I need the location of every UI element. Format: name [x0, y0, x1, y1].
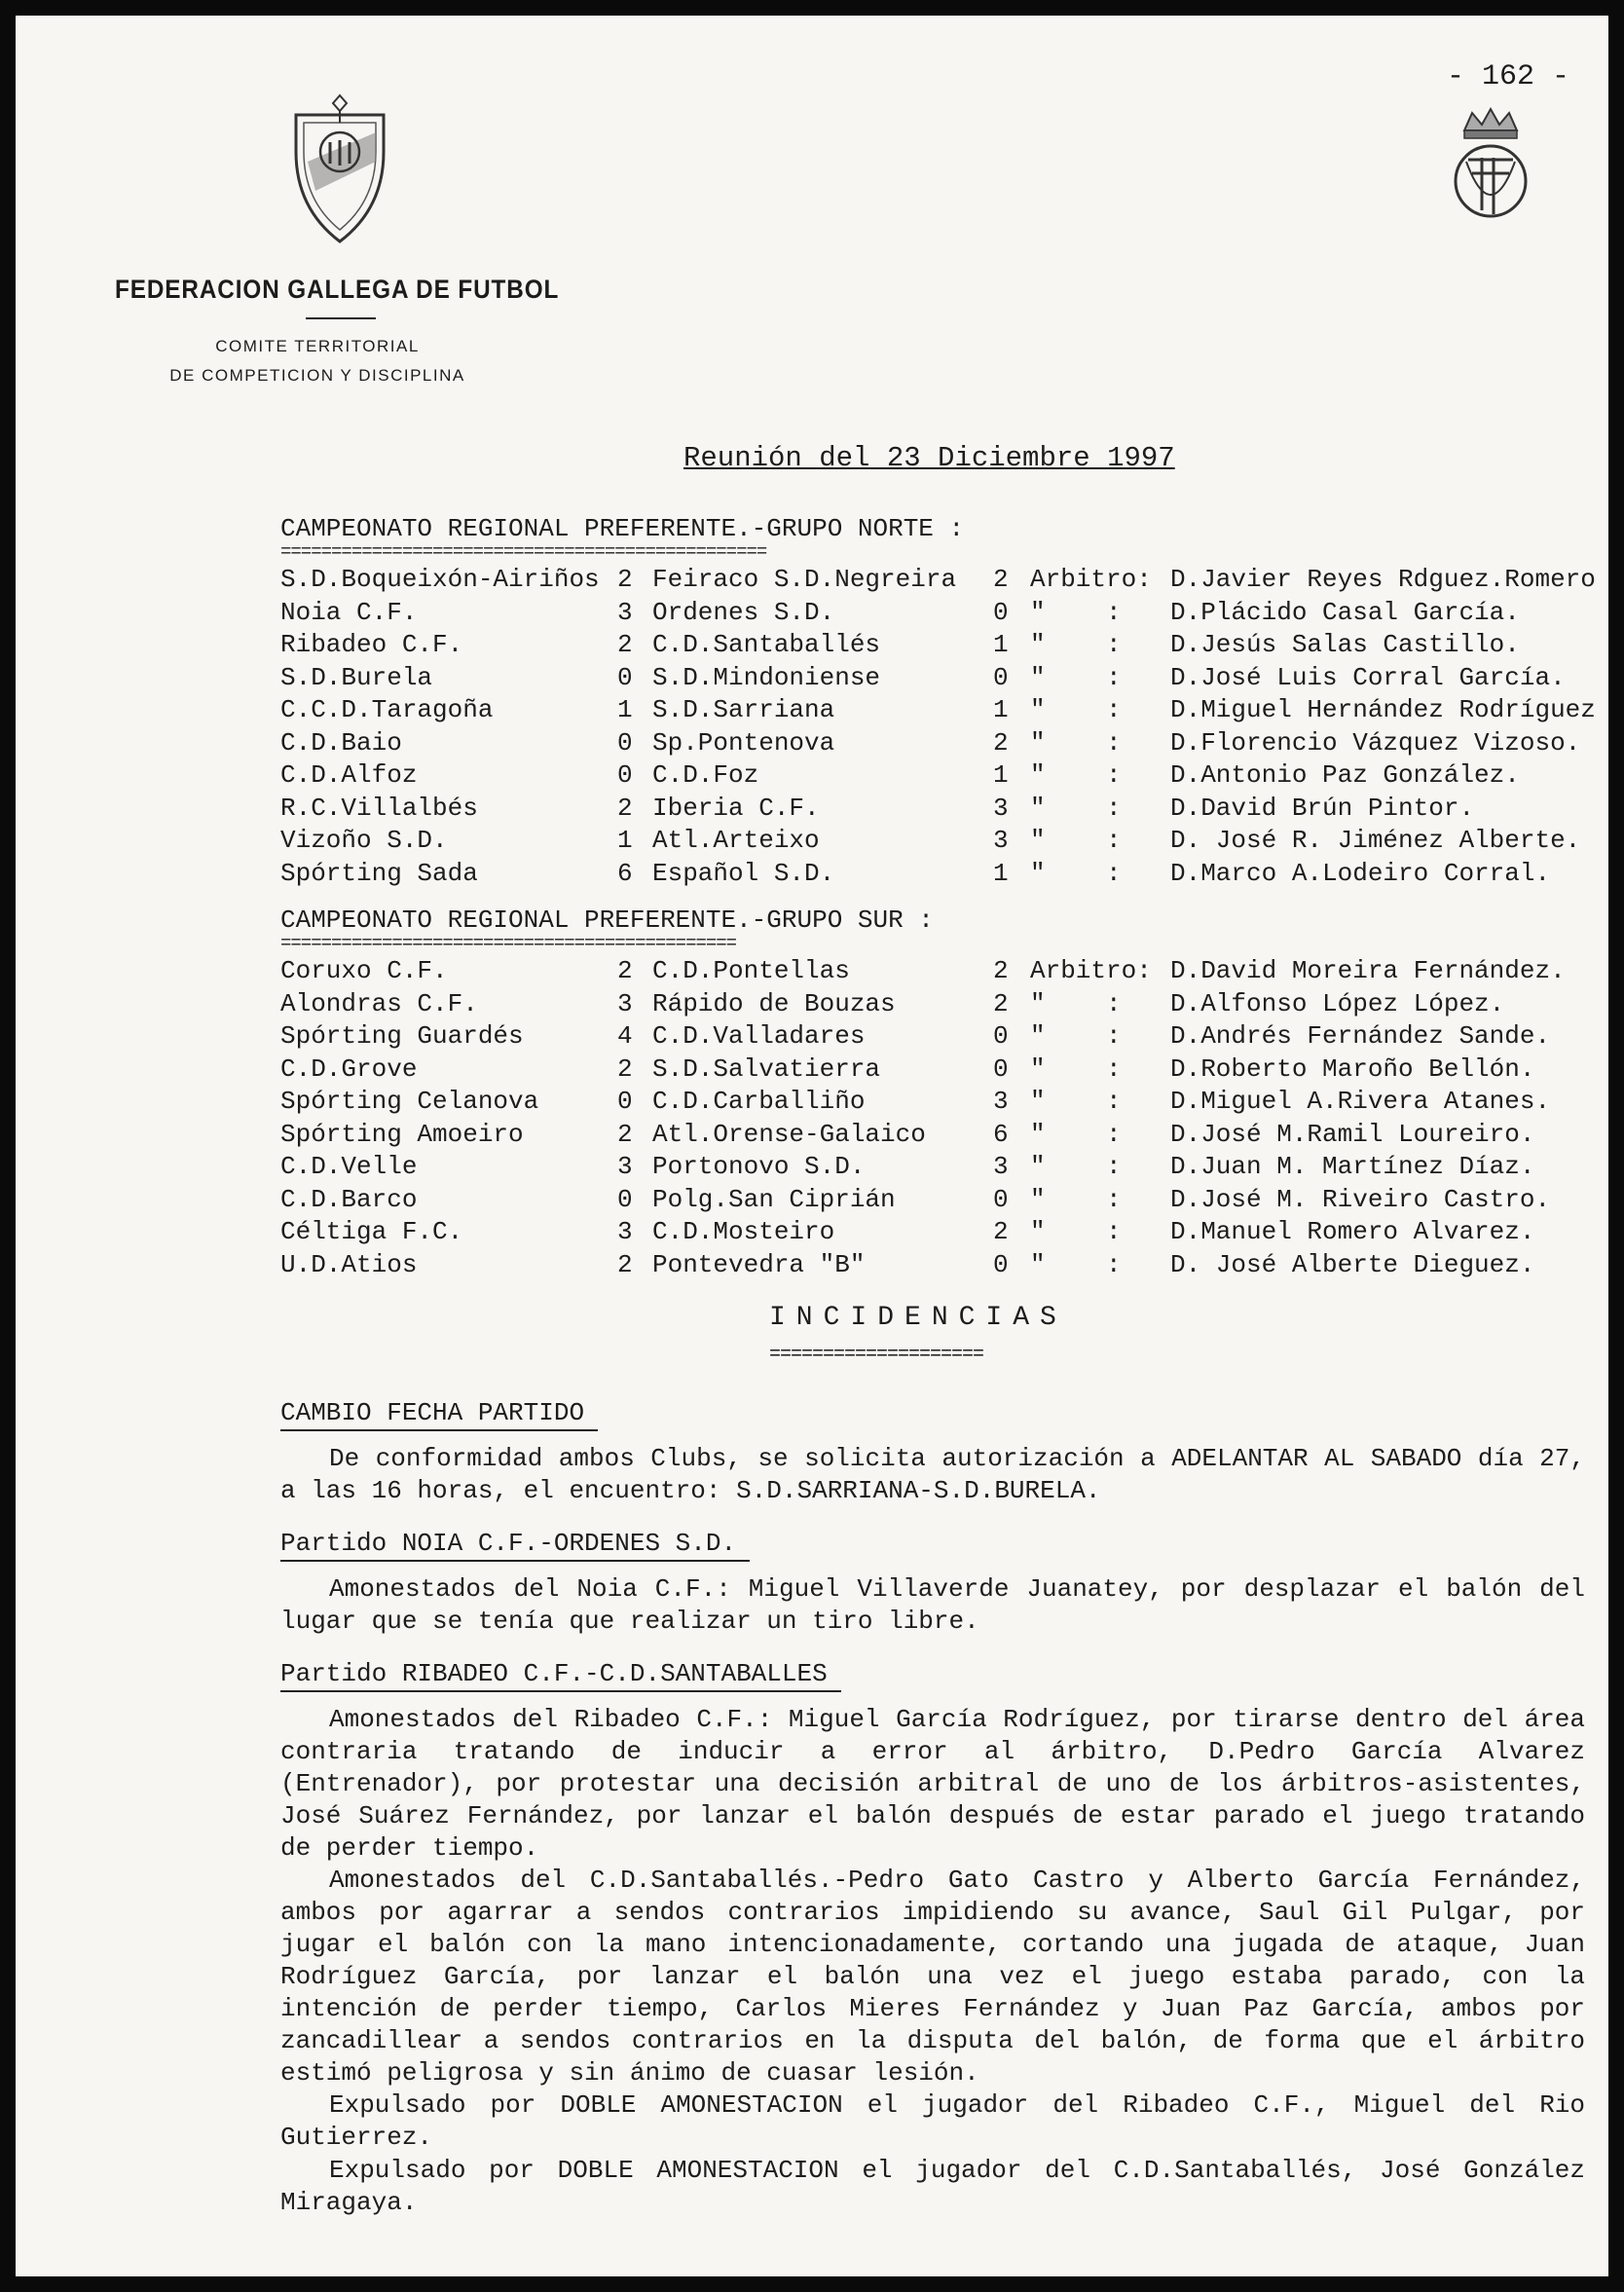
home-score: 4: [617, 1021, 633, 1051]
referee-name: D. José R. Jiménez Alberte.: [1170, 826, 1581, 855]
away-score: 1: [993, 760, 1009, 790]
home-score: 0: [617, 727, 633, 758]
away-score: 2: [993, 988, 1009, 1018]
home-score: 0: [617, 760, 633, 790]
away-score: 0: [993, 1054, 1009, 1084]
incidencias-title: INCIDENCIAS: [769, 1303, 1067, 1333]
referee-label: " :: [1030, 630, 1122, 659]
referee-name: D.José M. Riveiro Castro.: [1170, 1184, 1551, 1214]
home-team: Céltiga F.C.: [280, 1217, 463, 1246]
referee-name: D.Florencio Vázquez Vizoso.: [1170, 727, 1581, 758]
away-team: Español S.D.: [652, 858, 835, 888]
away-score: 1: [993, 695, 1009, 724]
away-score: 2: [993, 956, 1009, 985]
away-score: 2: [993, 565, 1009, 594]
match-row: [16, 1021, 1608, 1054]
referee-name: D.David Brún Pintor.: [1170, 793, 1475, 823]
referee-label: " :: [1030, 793, 1122, 823]
rfef-crown-emblem: [1447, 101, 1534, 228]
away-team: Iberia C.F.: [652, 793, 820, 823]
referee-name: D.Miguel Hernández Rodríguez: [1170, 695, 1596, 724]
away-team: Polg.San Ciprián: [652, 1184, 896, 1214]
home-score: 0: [617, 1184, 633, 1214]
home-team: Spórting Amoeiro: [280, 1119, 524, 1149]
home-score: 3: [617, 1217, 633, 1246]
match-row: [16, 1054, 1608, 1087]
referee-name: D. José Alberte Dieguez.: [1170, 1249, 1535, 1279]
noia-text: Amonestados del Noia C.F.: Miguel Villaverde Juanatey, por desplazar el balón del lugar que se tenía que realizar un tiro libre.: [280, 1574, 1585, 1636]
match-row: [16, 663, 1608, 695]
home-team: Spórting Guardés: [280, 1021, 524, 1051]
home-team: C.D.Grove: [280, 1054, 418, 1084]
group-norte-underline: ================================================: [280, 541, 767, 563]
home-team: Spórting Sada: [280, 858, 478, 888]
match-row: [16, 956, 1608, 988]
match-row: [16, 565, 1608, 597]
home-score: 3: [617, 988, 633, 1018]
away-team: C.D.Pontellas: [652, 956, 850, 985]
away-team: C.D.Santaballés: [652, 630, 881, 659]
referee-label: " :: [1030, 1054, 1122, 1084]
cambio-text: De conformidad ambos Clubs, se solicita autorización a ADELANTAR AL SABADO día 27, a las 16 horas, el encuentro: S.D.SARRIANA-S.D.BURELA.: [280, 1444, 1585, 1505]
away-score: 0: [993, 1184, 1009, 1214]
meeting-date: Reunión del 23 Diciembre 1997: [683, 442, 1175, 474]
match-row: [16, 1217, 1608, 1249]
match-row: [16, 826, 1608, 858]
away-team: Atl.Arteixo: [652, 826, 820, 855]
referee-label: " :: [1030, 1152, 1122, 1181]
match-row: [16, 794, 1608, 826]
committee-line-1: COMITE TERRITORIAL: [215, 337, 420, 355]
home-team: Vizoño S.D.: [280, 826, 448, 855]
home-team: Coruxo C.F.: [280, 956, 448, 985]
federation-shield-logo: [286, 93, 393, 249]
referee-label: " :: [1030, 1021, 1122, 1051]
away-team: C.D.Valladares: [652, 1021, 866, 1051]
home-team: Alondras C.F.: [280, 988, 478, 1018]
referee-label: Arbitro:: [1030, 956, 1152, 985]
away-score: 6: [993, 1119, 1009, 1149]
away-team: Atl.Orense-Galaico: [652, 1119, 926, 1149]
away-score: 3: [993, 1087, 1009, 1116]
away-score: 3: [993, 826, 1009, 855]
away-team: Portonovo S.D.: [652, 1152, 866, 1181]
referee-name: D.José M.Ramil Loureiro.: [1170, 1119, 1535, 1149]
referee-label: " :: [1030, 1249, 1122, 1279]
match-row: [16, 1185, 1608, 1217]
away-score: 0: [993, 597, 1009, 627]
match-row: [16, 859, 1608, 891]
cambio-heading: CAMBIO FECHA PARTIDO: [280, 1398, 598, 1431]
away-team: Pontevedra "B": [652, 1249, 866, 1279]
home-score: 2: [617, 793, 633, 823]
referee-label: " :: [1030, 597, 1122, 627]
referee-name: D.Manuel Romero Alvarez.: [1170, 1217, 1535, 1246]
home-team: C.D.Baio: [280, 727, 402, 758]
referee-name: D.Roberto Maroño Bellón.: [1170, 1054, 1535, 1084]
committee-line-2: DE COMPETICION Y DISCIPLINA: [169, 366, 465, 385]
away-team: Rápido de Bouzas: [652, 988, 896, 1018]
home-team: C.D.Velle: [280, 1152, 418, 1181]
referee-label: " :: [1030, 1119, 1122, 1149]
ribadeo-paragraph-3: Expulsado por DOBLE AMONESTACION el jugador del Ribadeo C.F., Miguel del Rio Gutierrez.: [280, 2090, 1585, 2152]
away-score: 2: [993, 1217, 1009, 1246]
home-score: 3: [617, 1152, 633, 1181]
referee-name: D.Javier Reyes Rdguez.Romero: [1170, 565, 1596, 594]
referee-label: " :: [1030, 826, 1122, 855]
home-score: 2: [617, 630, 633, 659]
federation-name: FEDERACION GALLEGA DE FUTBOL: [115, 275, 560, 304]
referee-label: Arbitro:: [1030, 565, 1152, 594]
match-row: [16, 1087, 1608, 1119]
match-row: [16, 630, 1608, 662]
group-sur-underline: =============================================: [280, 933, 737, 954]
document-page: [16, 16, 1608, 2276]
away-score: 1: [993, 858, 1009, 888]
home-team: Spórting Celanova: [280, 1087, 539, 1116]
referee-name: D.Andrés Fernández Sande.: [1170, 1021, 1551, 1051]
home-team: Ribadeo C.F.: [280, 630, 463, 659]
home-team: U.D.Atios: [280, 1249, 418, 1279]
away-score: 3: [993, 1152, 1009, 1181]
home-score: 2: [617, 1249, 633, 1279]
group-norte-title: CAMPEONATO REGIONAL PREFERENTE.-GRUPO NORTE :: [280, 514, 965, 543]
home-score: 2: [617, 1119, 633, 1149]
away-score: 0: [993, 1249, 1009, 1279]
match-row: [16, 1250, 1608, 1282]
referee-label: " :: [1030, 662, 1122, 692]
away-team: C.D.Foz: [652, 760, 759, 790]
home-team: S.D.Burela: [280, 662, 433, 692]
group-sur-title: CAMPEONATO REGIONAL PREFERENTE.-GRUPO SUR :: [280, 906, 934, 935]
header-rule: [306, 317, 376, 319]
home-team: R.C.Villalbés: [280, 793, 478, 823]
away-score: 3: [993, 793, 1009, 823]
referee-name: D.Plácido Casal García.: [1170, 597, 1520, 627]
referee-name: D.José Luis Corral García.: [1170, 662, 1566, 692]
referee-name: D.Miguel A.Rivera Atanes.: [1170, 1087, 1551, 1116]
ribadeo-heading: Partido RIBADEO C.F.-C.D.SANTABALLES: [280, 1659, 841, 1692]
referee-name: D.Marco A.Lodeiro Corral.: [1170, 858, 1551, 888]
referee-label: " :: [1030, 858, 1122, 888]
home-score: 1: [617, 826, 633, 855]
referee-label: " :: [1030, 1087, 1122, 1116]
home-score: 3: [617, 597, 633, 627]
ribadeo-paragraph-2: Amonestados del C.D.Santaballés.-Pedro Gato Castro y Alberto García Fernández, ambos por agarrar a sendos contrarios impidiendo su avance, Saul Gil Pulgar, por jugar el balón con la mano intencionadamente, cortando una jugada de ataque, Juan Rodríguez García, por lanzar el balón una vez el juego estaba parado, con la intención de perder tiempo, Carlos Mieres Fernández y Juan Paz García, ambos por zancadillear a sendos contrarios en la disputa del balón, de forma que el árbitro estimó peligrosa y sin ánimo de cuasar lesión.: [280, 1866, 1585, 2088]
home-team: C.D.Alfoz: [280, 760, 418, 790]
home-score: 1: [617, 695, 633, 724]
ribadeo-paragraph-1: Amonestados del Ribadeo C.F.: Miguel García Rodríguez, por tirarse dentro del área contraria tratando de inducir a error al árbitro, D.Pedro García Alvarez (Entrenador), por protestar una decisión arbitral de uno de los árbitros-asistentes, José Suárez Fernández, por lanzar el balón después de estar parado el juego tratando de perder tiempo.: [280, 1705, 1585, 1863]
referee-label: " :: [1030, 1217, 1122, 1246]
referee-label: " :: [1030, 988, 1122, 1018]
away-team: C.D.Carballiño: [652, 1087, 866, 1116]
home-team: C.D.Barco: [280, 1184, 418, 1214]
match-row: [16, 1120, 1608, 1152]
home-score: 0: [617, 1087, 633, 1116]
referee-label: " :: [1030, 695, 1122, 724]
match-row: [16, 1152, 1608, 1184]
away-team: S.D.Salvatierra: [652, 1054, 881, 1084]
referee-name: D.David Moreira Fernández.: [1170, 956, 1566, 985]
home-score: 2: [617, 565, 633, 594]
match-row: [16, 728, 1608, 760]
away-score: 1: [993, 630, 1009, 659]
referee-label: " :: [1030, 727, 1122, 758]
referee-label: " :: [1030, 1184, 1122, 1214]
home-score: 2: [617, 956, 633, 985]
match-row: [16, 989, 1608, 1021]
away-score: 2: [993, 727, 1009, 758]
away-team: C.D.Mosteiro: [652, 1217, 835, 1246]
home-score: 2: [617, 1054, 633, 1084]
referee-label: " :: [1030, 760, 1122, 790]
match-row: [16, 760, 1608, 793]
away-team: S.D.Mindoniense: [652, 662, 881, 692]
ribadeo-paragraph-4: Expulsado por DOBLE AMONESTACION el jugador del C.D.Santaballés, José González Miragaya.: [280, 2156, 1585, 2217]
referee-name: D.Alfonso López López.: [1170, 988, 1505, 1018]
away-team: S.D.Sarriana: [652, 695, 835, 724]
away-score: 0: [993, 1021, 1009, 1051]
noia-heading: Partido NOIA C.F.-ORDENES S.D.: [280, 1529, 750, 1562]
home-score: 0: [617, 662, 633, 692]
away-team: Ordenes S.D.: [652, 597, 835, 627]
referee-name: D.Jesús Salas Castillo.: [1170, 630, 1520, 659]
match-row: [16, 695, 1608, 727]
page-number: - 162 -: [1447, 60, 1570, 93]
home-score: 6: [617, 858, 633, 888]
referee-name: D.Antonio Paz González.: [1170, 760, 1520, 790]
away-team: Feiraco S.D.Negreira: [652, 565, 957, 594]
match-row: [16, 598, 1608, 630]
home-team: S.D.Boqueixón-Airiños: [280, 565, 600, 594]
incidencias-underline: ====================: [769, 1344, 984, 1366]
home-team: C.C.D.Taragoña: [280, 695, 494, 724]
referee-name: D.Juan M. Martínez Díaz.: [1170, 1152, 1535, 1181]
home-team: Noia C.F.: [280, 597, 418, 627]
away-score: 0: [993, 662, 1009, 692]
away-team: Sp.Pontenova: [652, 727, 835, 758]
